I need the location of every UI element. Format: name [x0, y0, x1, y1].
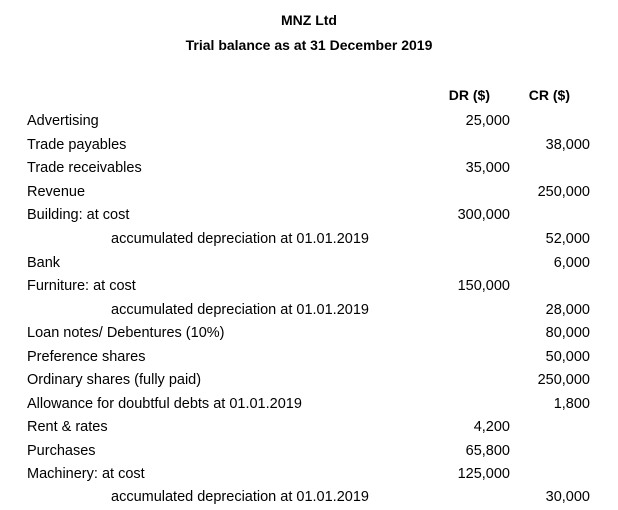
row-label: Rent & rates	[27, 419, 108, 435]
row-label: Machinery: at cost	[27, 466, 145, 482]
credit-column-header: CR ($)	[528, 87, 570, 103]
table-row	[0, 110, 618, 133]
row-label: accumulated depreciation at 01.01.2019	[111, 301, 369, 318]
row-label: Ordinary shares (fully paid)	[27, 372, 202, 388]
table-row	[0, 181, 618, 204]
row-label: Allowance for doubtful debts at 01.01.2019	[27, 395, 302, 412]
row-label: Furniture: at cost	[27, 278, 136, 294]
table-row	[0, 228, 618, 251]
table-row	[0, 134, 618, 157]
table-row	[0, 393, 618, 416]
table-row	[0, 346, 618, 369]
row-label: Revenue	[27, 183, 86, 200]
table-row	[0, 157, 618, 180]
row-label: Loan notes/ Debentures (10%)	[27, 325, 225, 341]
table-row	[0, 416, 618, 439]
debit-value: 125,000	[457, 466, 510, 482]
debit-value: 150,000	[457, 278, 510, 294]
row-label: Purchases	[27, 443, 96, 459]
table-row	[0, 275, 618, 298]
credit-value: 80,000	[545, 325, 590, 341]
credit-value: 28,000	[545, 301, 590, 318]
row-label: accumulated depreciation at 01.01.2019	[111, 489, 369, 505]
credit-value: 250,000	[537, 183, 590, 200]
credit-value: 250,000	[537, 372, 590, 388]
table-row	[0, 463, 618, 486]
row-label: Advertising	[27, 113, 99, 129]
table-row	[0, 486, 618, 509]
table-row	[0, 299, 618, 322]
row-label: Trade receivables	[27, 160, 142, 176]
credit-value: 50,000	[545, 348, 590, 365]
credit-value: 1,800	[553, 395, 590, 412]
table-row	[0, 204, 618, 227]
debit-column-header: DR ($)	[448, 87, 490, 103]
document-title: Trial balance as at 31 December 2019	[185, 37, 433, 53]
row-label: Building: at cost	[27, 207, 130, 223]
credit-value: 38,000	[545, 136, 590, 153]
row-label: Trade payables	[27, 136, 127, 153]
debit-value: 25,000	[465, 113, 510, 129]
debit-value: 300,000	[457, 207, 510, 223]
row-label: Bank	[27, 254, 61, 271]
table-row	[0, 440, 618, 463]
debit-value: 4,200	[473, 419, 510, 435]
row-label: Preference shares	[27, 348, 146, 365]
credit-value: 52,000	[545, 231, 590, 247]
debit-value: 65,800	[465, 443, 510, 459]
company-name: MNZ Ltd	[281, 12, 337, 28]
debit-value: 35,000	[465, 160, 510, 176]
table-row	[0, 252, 618, 275]
credit-value: 6,000	[553, 254, 590, 271]
table-row	[0, 322, 618, 345]
row-label: accumulated depreciation at 01.01.2019	[111, 231, 369, 247]
table-row	[0, 369, 618, 392]
credit-value: 30,000	[545, 489, 590, 505]
